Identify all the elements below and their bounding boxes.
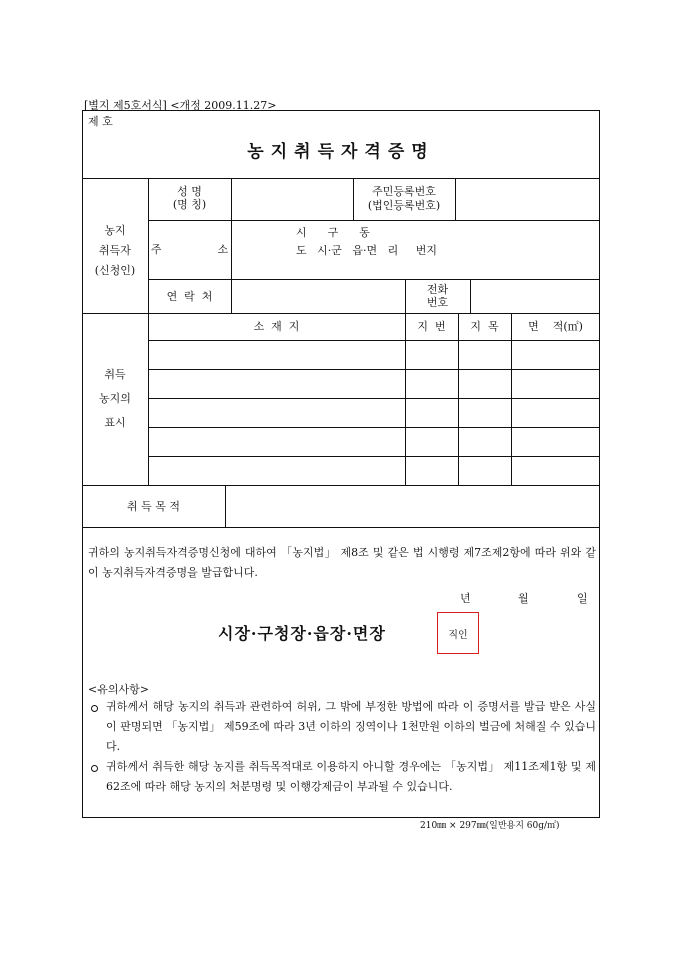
applicant-group-label-1: 농지 <box>104 224 126 237</box>
vline-lot-col <box>405 313 406 485</box>
name-label-1: 성 명 <box>177 185 202 198</box>
address-line-1: 시 구 동 <box>296 226 370 239</box>
rrn-label-1: 주민등록번호 <box>372 185 436 198</box>
line-name-row <box>148 220 600 221</box>
date-year-label: 년 <box>460 592 471 605</box>
note-2: 귀하께서 취득한 해당 농지를 취득목적대로 이용하지 아니할 경우에는 「농지법」 제11조제1항 및 제62조에 따라 해당 농지의 처분명령 및 이행강제금이 부과될 수 있습니다. <box>106 760 596 793</box>
land-group-label-1: 취득 <box>104 368 126 381</box>
page-title: 농지취득자격증명 <box>247 142 435 162</box>
phone-label-1: 전화 <box>426 283 449 296</box>
line-applicant-bottom <box>82 313 600 314</box>
line-land-row2 <box>148 398 600 399</box>
vline-rrn-label-left <box>353 178 354 220</box>
name-label-2: (명 칭) <box>172 198 207 211</box>
land-col-category: 지 목 <box>470 320 499 333</box>
rrn-label-2: (법인등록번호) <box>367 199 441 212</box>
date-day-label: 일 <box>577 592 588 605</box>
line-land-bottom <box>82 485 600 486</box>
vline-purpose-col <box>225 485 226 527</box>
vline-phone-label-right <box>470 279 471 313</box>
official-seal-box <box>437 612 479 654</box>
land-group-label-3: 표시 <box>104 416 126 429</box>
issuance-statement: 귀하의 농지취득자격증명신청에 대하여 「농지법」 제8조 및 같은 법 시행령 제7조제2항에 따라 위와 같이 농지취득자격증명을 발급합니다. <box>88 546 596 579</box>
notes-title: <유의사항> <box>88 683 149 696</box>
contact-label: 연 락 처 <box>166 290 213 303</box>
note-bullet-2 <box>91 765 98 772</box>
line-land-row1 <box>148 369 600 370</box>
vline-rrn-label-right <box>455 178 456 220</box>
doc-number-label: 제 호 <box>88 115 113 128</box>
title-bottom-line <box>82 178 600 179</box>
address-line-2: 도 시·군 읍·면 리 번지 <box>296 244 437 257</box>
line-land-row4 <box>148 456 600 457</box>
land-group-label-2: 농지의 <box>99 392 131 405</box>
vline-label-col <box>231 178 232 313</box>
purpose-label: 취 득 목 적 <box>127 500 180 513</box>
date-month-label: 월 <box>518 592 529 605</box>
form-header: [별지 제5호서식] <개정 2009.11.27> <box>84 99 277 112</box>
address-label: 주 소 <box>150 243 229 256</box>
line-land-header <box>148 340 600 341</box>
land-col-lot: 지 번 <box>417 320 446 333</box>
land-col-area: 면 적(㎡) <box>528 320 583 333</box>
line-address-row <box>148 279 600 280</box>
issuer-title: 시장·구청장·읍장·면장 <box>218 624 386 643</box>
seal-label: 직인 <box>448 629 468 641</box>
applicant-group-label-3: (신청인) <box>94 264 136 277</box>
vline-area-col <box>511 313 512 485</box>
land-col-location: 소 재 지 <box>253 320 300 333</box>
vline-category-col <box>458 313 459 485</box>
phone-label-2: 번호 <box>426 296 449 309</box>
paper-spec: 210㎜ × 297㎜(일반용지 60g/㎡) <box>420 821 560 831</box>
line-purpose-bottom <box>82 527 600 528</box>
applicant-group-label-2: 취득자 <box>99 244 131 257</box>
note-bullet-1 <box>91 705 98 712</box>
line-land-row3 <box>148 427 600 428</box>
note-1: 귀하께서 해당 농지의 취득과 관련하여 허위, 그 밖에 부정한 방법에 따라 이 증명서를 발급 받은 사실이 판명되면 「농지법」 제59조에 따라 3년 이하의 징역이나 1천만원 이하의 벌금에 처해질 수 있습니다. <box>106 700 596 753</box>
